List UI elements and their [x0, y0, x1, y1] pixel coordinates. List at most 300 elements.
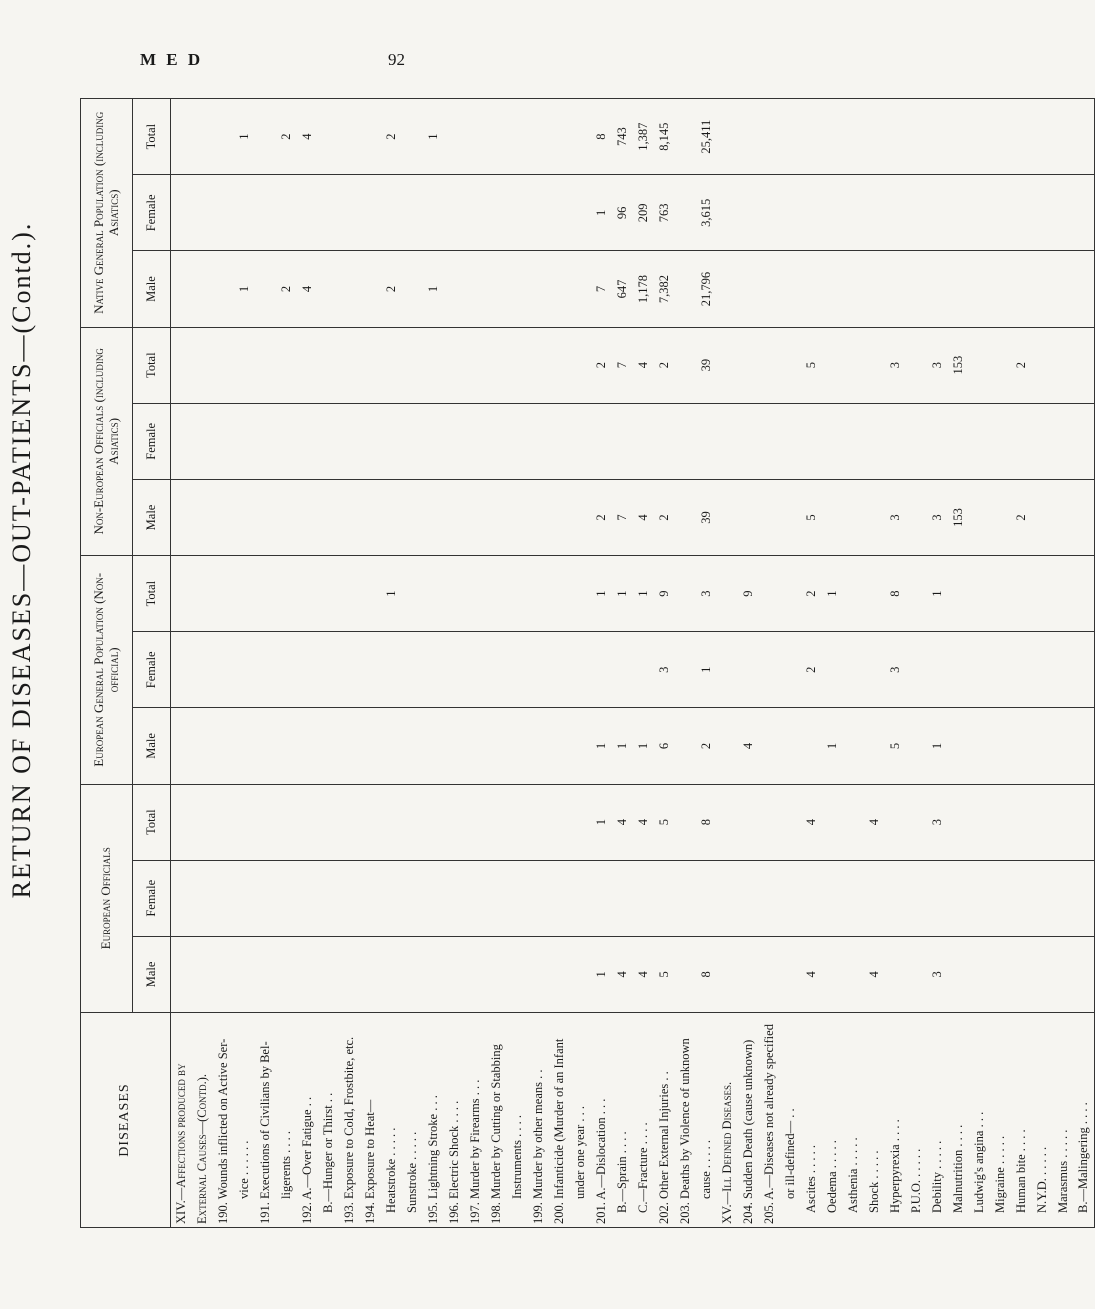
cell-value	[906, 251, 927, 327]
cell-value	[864, 99, 885, 175]
disease-label: Heatstroke . . . . .	[381, 1013, 402, 1228]
cell-value	[969, 632, 990, 708]
cell-value	[948, 708, 969, 784]
cell-value	[570, 556, 591, 632]
cell-value	[801, 175, 822, 251]
cell-value	[255, 479, 276, 555]
cell-value	[843, 632, 864, 708]
cell-value: 3	[885, 479, 906, 555]
table-row	[1032, 99, 1053, 1228]
cell-value	[255, 99, 276, 175]
disease-label: 192. A.—Over Fatigue . .	[297, 1013, 318, 1228]
cell-value	[171, 99, 192, 175]
cell-value	[822, 936, 843, 1012]
disease-label: vice . . . . . .	[234, 1013, 255, 1228]
cell-value	[948, 936, 969, 1012]
cell-value	[528, 251, 549, 327]
table-row	[171, 99, 192, 1228]
cell-value	[843, 251, 864, 327]
cell-value	[507, 556, 528, 632]
cell-value	[675, 556, 696, 632]
table-row	[612, 99, 633, 1228]
cell-value	[1053, 936, 1074, 1012]
cell-value	[213, 175, 234, 251]
cell-value	[843, 860, 864, 936]
cell-value: 4	[633, 479, 654, 555]
cell-value	[717, 175, 738, 251]
cell-value	[969, 99, 990, 175]
cell-value	[906, 327, 927, 403]
cell-value	[549, 403, 570, 479]
cell-value: 1	[381, 556, 402, 632]
cell-value	[738, 403, 759, 479]
cell-value: 1	[927, 708, 948, 784]
cell-value	[402, 99, 423, 175]
cell-value	[360, 556, 381, 632]
cell-value	[738, 99, 759, 175]
cell-value	[507, 327, 528, 403]
table-row	[549, 99, 570, 1228]
cell-value	[171, 784, 192, 860]
disease-label: B.—Malingering . . . .	[1074, 1013, 1095, 1228]
cell-value	[759, 251, 780, 327]
cell-value	[696, 860, 717, 936]
cell-value	[696, 403, 717, 479]
cell-value	[906, 403, 927, 479]
cell-value	[360, 936, 381, 1012]
disease-label: 194. Exposure to Heat—	[360, 1013, 381, 1228]
cell-value	[843, 99, 864, 175]
cell-value	[318, 403, 339, 479]
cell-value	[780, 99, 801, 175]
cell-value	[402, 479, 423, 555]
cell-value	[675, 479, 696, 555]
disease-label: cause . . . . .	[696, 1013, 717, 1228]
cell-value	[780, 327, 801, 403]
table-row	[234, 99, 255, 1228]
cell-value: 2	[1011, 479, 1032, 555]
cell-value	[822, 860, 843, 936]
cell-value	[948, 251, 969, 327]
cell-value	[444, 175, 465, 251]
cell-value: 2	[276, 251, 297, 327]
cell-value: 1	[612, 708, 633, 784]
cell-value	[465, 556, 486, 632]
cell-value	[549, 936, 570, 1012]
cell-value	[633, 403, 654, 479]
cell-value	[381, 632, 402, 708]
cell-value	[360, 479, 381, 555]
disease-label: 190. Wounds inflicted on Active Ser-	[213, 1013, 234, 1228]
cell-value	[1053, 99, 1074, 175]
col-header: Total	[133, 327, 171, 403]
cell-value	[612, 403, 633, 479]
cell-value	[843, 556, 864, 632]
cell-value	[423, 632, 444, 708]
cell-value	[381, 403, 402, 479]
cell-value	[507, 936, 528, 1012]
cell-value	[927, 175, 948, 251]
cell-value	[507, 99, 528, 175]
cell-value	[402, 403, 423, 479]
cell-value	[402, 556, 423, 632]
cell-value	[675, 99, 696, 175]
cell-value	[360, 251, 381, 327]
table-row	[276, 99, 297, 1228]
cell-value	[1032, 99, 1053, 175]
cell-value	[255, 556, 276, 632]
cell-value	[1011, 860, 1032, 936]
cell-value	[297, 860, 318, 936]
cell-value	[171, 251, 192, 327]
disease-label: Debility . . . . .	[927, 1013, 948, 1228]
cell-value	[276, 860, 297, 936]
cell-value: 1	[423, 99, 444, 175]
cell-value	[759, 99, 780, 175]
table-row	[654, 99, 675, 1228]
cell-value	[423, 860, 444, 936]
cell-value	[1074, 860, 1095, 936]
cell-value	[801, 860, 822, 936]
cell-value	[276, 708, 297, 784]
cell-value	[738, 175, 759, 251]
cell-value	[570, 860, 591, 936]
cell-value	[465, 784, 486, 860]
cell-value	[1053, 632, 1074, 708]
cell-value	[1032, 175, 1053, 251]
cell-value	[171, 403, 192, 479]
cell-value	[465, 632, 486, 708]
cell-value	[234, 632, 255, 708]
cell-value	[423, 708, 444, 784]
cell-value	[1074, 784, 1095, 860]
cell-value: 4	[633, 327, 654, 403]
cell-value	[528, 632, 549, 708]
cell-value	[192, 327, 213, 403]
cell-value	[1011, 403, 1032, 479]
cell-value	[969, 175, 990, 251]
cell-value	[213, 784, 234, 860]
cell-value	[927, 251, 948, 327]
cell-value: 1	[822, 556, 843, 632]
cell-value	[717, 936, 738, 1012]
cell-value	[927, 632, 948, 708]
cell-value	[318, 784, 339, 860]
cell-value	[339, 99, 360, 175]
cell-value	[339, 784, 360, 860]
cell-value	[1011, 936, 1032, 1012]
cell-value	[234, 708, 255, 784]
cell-value	[528, 784, 549, 860]
cell-value	[507, 251, 528, 327]
cell-value	[570, 327, 591, 403]
cell-value	[213, 479, 234, 555]
cell-value	[906, 784, 927, 860]
cell-value	[801, 251, 822, 327]
cell-value	[360, 708, 381, 784]
cell-value	[1011, 556, 1032, 632]
cell-value	[717, 99, 738, 175]
cell-value	[255, 936, 276, 1012]
cell-value	[738, 479, 759, 555]
cell-value	[759, 479, 780, 555]
cell-value	[507, 708, 528, 784]
cell-value	[276, 327, 297, 403]
cell-value	[906, 479, 927, 555]
cell-value: 8	[885, 556, 906, 632]
col-header: Male	[133, 251, 171, 327]
cell-value: 1	[822, 708, 843, 784]
disease-label: Instruments . . . .	[507, 1013, 528, 1228]
cell-value	[759, 403, 780, 479]
cell-value	[1074, 708, 1095, 784]
cell-value	[990, 632, 1011, 708]
cell-value	[213, 403, 234, 479]
cell-value	[612, 632, 633, 708]
side-title: RETURN OF DISEASES—OUT-PATIENTS—(Contd.).	[7, 221, 36, 899]
cell-value	[507, 860, 528, 936]
cell-value	[738, 860, 759, 936]
cell-value	[339, 327, 360, 403]
cell-value: 1	[591, 556, 612, 632]
cell-value	[990, 479, 1011, 555]
cell-value	[276, 784, 297, 860]
table-row	[738, 99, 759, 1228]
cell-value	[969, 251, 990, 327]
table-row	[213, 99, 234, 1228]
cell-value	[780, 936, 801, 1012]
table-row	[822, 99, 843, 1228]
cell-value	[864, 632, 885, 708]
table-row	[297, 99, 318, 1228]
table-row	[948, 99, 969, 1228]
table-row	[990, 99, 1011, 1228]
disease-label: 197. Murder by Firearms . . .	[465, 1013, 486, 1228]
table-row	[1074, 99, 1095, 1228]
cell-value: 209	[633, 175, 654, 251]
cell-value	[822, 479, 843, 555]
cell-value	[255, 632, 276, 708]
cell-value	[633, 632, 654, 708]
cell-value	[906, 556, 927, 632]
table-row	[780, 99, 801, 1228]
cell-value	[738, 936, 759, 1012]
cell-value	[402, 860, 423, 936]
cell-value	[255, 860, 276, 936]
cell-value	[318, 479, 339, 555]
cell-value: 3	[927, 327, 948, 403]
disease-label: XIV.—Affections produced by	[171, 1013, 192, 1228]
cell-value	[906, 936, 927, 1012]
cell-value	[171, 556, 192, 632]
cell-value: 2	[381, 99, 402, 175]
cell-value	[444, 403, 465, 479]
cell-value	[612, 860, 633, 936]
cell-value: 21,796	[696, 251, 717, 327]
cell-value	[339, 936, 360, 1012]
cell-value: 1	[633, 708, 654, 784]
cell-value: 4	[633, 936, 654, 1012]
table-row	[339, 99, 360, 1228]
cell-value	[381, 784, 402, 860]
cell-value	[780, 403, 801, 479]
cell-value: 7	[612, 327, 633, 403]
cell-value: 9	[738, 556, 759, 632]
cell-value	[423, 327, 444, 403]
cell-value	[444, 632, 465, 708]
cell-value	[570, 403, 591, 479]
cell-value	[1074, 479, 1095, 555]
cell-value	[444, 327, 465, 403]
cell-value	[486, 403, 507, 479]
cell-value	[864, 403, 885, 479]
cell-value	[780, 784, 801, 860]
cell-value	[1032, 327, 1053, 403]
cell-value	[549, 708, 570, 784]
cell-value	[465, 479, 486, 555]
cell-value	[318, 175, 339, 251]
cell-value: 1	[423, 251, 444, 327]
cell-value	[1032, 251, 1053, 327]
cell-value	[402, 708, 423, 784]
cell-value	[465, 403, 486, 479]
cell-value	[990, 327, 1011, 403]
diseases-header: DISEASES	[81, 1013, 171, 1228]
cell-value	[423, 556, 444, 632]
cell-value	[465, 708, 486, 784]
cell-value: 3,615	[696, 175, 717, 251]
cell-value	[255, 327, 276, 403]
col-header: Female	[133, 403, 171, 479]
disease-label: 196. Electric Shock . . . .	[444, 1013, 465, 1228]
cell-value	[276, 936, 297, 1012]
table-row	[1011, 99, 1032, 1228]
cell-value	[570, 936, 591, 1012]
cell-value	[1074, 327, 1095, 403]
cell-value	[990, 251, 1011, 327]
col-header: Male	[133, 479, 171, 555]
cell-value: 2	[801, 556, 822, 632]
cell-value	[1011, 175, 1032, 251]
cell-value	[192, 708, 213, 784]
cell-value	[675, 327, 696, 403]
cell-value	[171, 860, 192, 936]
cell-value	[213, 556, 234, 632]
disease-label: Human bite . . . .	[1011, 1013, 1032, 1228]
cell-value	[1032, 708, 1053, 784]
cell-value: 4	[738, 708, 759, 784]
cell-value	[1053, 403, 1074, 479]
group-european-general: European General Population (Non-official)	[81, 556, 133, 784]
cell-value	[969, 860, 990, 936]
cell-value	[486, 784, 507, 860]
group-european-officials: European Officials	[81, 784, 133, 1012]
cell-value	[717, 860, 738, 936]
disease-label: 204. Sudden Death (cause unknown)	[738, 1013, 759, 1228]
cell-value	[360, 327, 381, 403]
table-body	[171, 99, 1095, 1228]
cell-value: 5	[654, 936, 675, 1012]
disease-label: 205. A.—Diseases not already specified	[759, 1013, 780, 1228]
cell-value	[675, 860, 696, 936]
disease-label: 203. Deaths by Violence of unknown	[675, 1013, 696, 1228]
disease-label: ligerents . . . .	[276, 1013, 297, 1228]
cell-value	[759, 784, 780, 860]
cell-value	[717, 251, 738, 327]
cell-value	[843, 936, 864, 1012]
cell-value	[423, 784, 444, 860]
cell-value	[717, 632, 738, 708]
cell-value	[1074, 556, 1095, 632]
cell-value	[549, 99, 570, 175]
cell-value	[297, 403, 318, 479]
cell-value	[654, 860, 675, 936]
cell-value	[381, 479, 402, 555]
cell-value: 1	[591, 708, 612, 784]
cell-value	[381, 936, 402, 1012]
cell-value	[213, 251, 234, 327]
cell-value: 2	[696, 708, 717, 784]
cell-value	[360, 99, 381, 175]
cell-value	[213, 936, 234, 1012]
cell-value	[507, 175, 528, 251]
table-row	[381, 99, 402, 1228]
cell-value	[927, 860, 948, 936]
cell-value	[444, 860, 465, 936]
cell-value	[213, 860, 234, 936]
cell-value	[255, 175, 276, 251]
table-row	[675, 99, 696, 1228]
disease-label: Shock . . . . .	[864, 1013, 885, 1228]
cell-value: 1	[591, 175, 612, 251]
table-row	[423, 99, 444, 1228]
cell-value	[528, 556, 549, 632]
cell-value: 2	[591, 327, 612, 403]
rotated-table-wrapper	[80, 98, 1091, 1228]
cell-value	[486, 632, 507, 708]
cell-value: 7	[612, 479, 633, 555]
cell-value	[297, 708, 318, 784]
cell-value	[234, 936, 255, 1012]
cell-value	[339, 403, 360, 479]
cell-value	[444, 784, 465, 860]
cell-value: 39	[696, 479, 717, 555]
cell-value	[885, 936, 906, 1012]
cell-value	[213, 632, 234, 708]
cell-value	[255, 403, 276, 479]
cell-value: 1	[591, 784, 612, 860]
cell-value	[318, 708, 339, 784]
cell-value	[507, 632, 528, 708]
cell-value	[465, 175, 486, 251]
cell-value: 5	[654, 784, 675, 860]
disease-label: Ascites . . . . .	[801, 1013, 822, 1228]
cell-value	[255, 708, 276, 784]
cell-value	[528, 175, 549, 251]
table-row	[906, 99, 927, 1228]
cell-value	[885, 784, 906, 860]
cell-value: 7,382	[654, 251, 675, 327]
cell-value: 4	[864, 936, 885, 1012]
cell-value	[339, 632, 360, 708]
cell-value	[528, 936, 549, 1012]
cell-value: 763	[654, 175, 675, 251]
cell-value	[339, 860, 360, 936]
cell-value	[990, 175, 1011, 251]
disease-label: 201. A.—Dislocation . . .	[591, 1013, 612, 1228]
cell-value	[675, 251, 696, 327]
cell-value	[885, 403, 906, 479]
